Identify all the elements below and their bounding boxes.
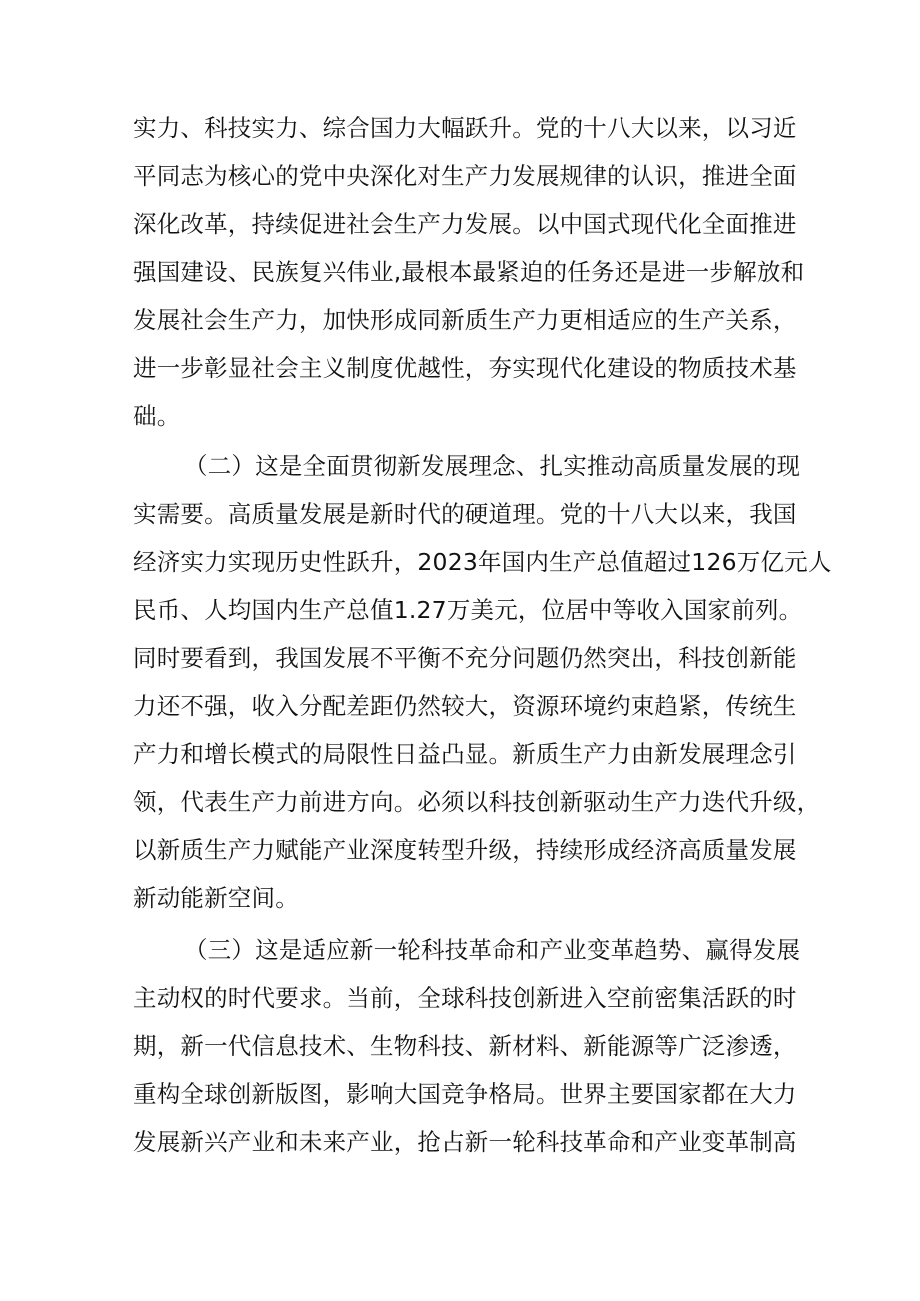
paragraph-2-line-4: 民币、人均国内生产总值1.27万美元，位居中等收入国家前列。 — [133, 596, 803, 624]
paragraph-3-line-2: 主动权的时代要求。当前，全球科技创新进入空前密集活跃的时 — [133, 984, 797, 1012]
paragraph-2-line-2: 实需要。高质量发展是新时代的硬道理。党的十八大以来，我国 — [133, 500, 797, 528]
paragraph-1-line-1: 实力、科技实力、综合国力大幅跃升。党的十八大以来，以习近 — [133, 114, 797, 142]
paragraph-2-line-9: 以新质生产力赋能产业深度转型升级，持续形成经济高质量发展 — [133, 836, 797, 864]
paragraph-2-line-5: 同时要看到，我国发展不平衡不充分问题仍然突出，科技创新能 — [133, 644, 797, 672]
paragraph-1-line-5: 发展社会生产力，加快形成同新质生产力更相适应的生产关系， — [133, 306, 797, 334]
paragraph-1-line-2: 平同志为核心的党中央深化对生产力发展规律的认识，推进全面 — [133, 162, 797, 190]
paragraph-1-line-4: 强国建设、民族复兴伟业,最根本最紧迫的任务还是进一步解放和 — [133, 258, 805, 286]
paragraph-2-line-1: （二）这是全面贯彻新发展理念、扎实推动高质量发展的现 — [184, 452, 801, 480]
paragraph-2-line-6: 力还不强，收入分配差距仍然较大，资源环境约束趋紧，传统生 — [133, 692, 797, 720]
paragraph-1-line-3: 深化改革，持续促进社会生产力发展。以中国式现代化全面推进 — [133, 210, 797, 238]
paragraph-2-line-7: 产力和增长模式的局限性日益凸显。新质生产力由新发展理念引 — [133, 740, 797, 768]
paragraph-3-line-1: （三）这是适应新一轮科技革命和产业变革趋势、赢得发展 — [184, 936, 801, 964]
paragraph-2-line-3: 经济实力实现历史性跃升，2023年国内生产总值超过126万亿元人 — [133, 548, 832, 576]
paragraph-1-line-7: 础。 — [133, 402, 181, 430]
paragraph-3-line-3: 期，新一代信息技术、生物科技、新材料、新能源等广泛渗透， — [133, 1032, 797, 1060]
paragraph-3-line-5: 发展新兴产业和未来产业，抢占新一轮科技革命和产业变革制高 — [133, 1128, 797, 1156]
paragraph-2-line-10: 新动能新空间。 — [133, 884, 299, 912]
paragraph-3-line-4: 重构全球创新版图，影响大国竞争格局。世界主要国家都在大力 — [133, 1080, 797, 1108]
paragraph-1-line-6: 进一步彰显社会主义制度优越性，夯实现代化建设的物质技术基 — [133, 354, 797, 382]
paragraph-2-line-8: 领，代表生产力前进方向。必须以科技创新驱动生产力迭代升级， — [133, 788, 821, 816]
